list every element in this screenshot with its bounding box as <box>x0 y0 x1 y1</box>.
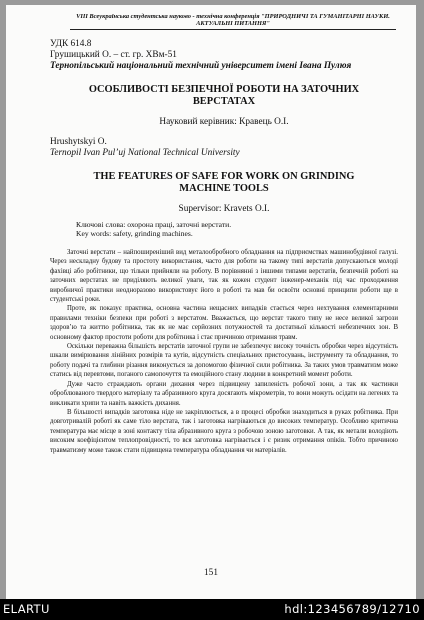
paragraph: В більшості випадків заготовка ніде не закріплюється, а в процесі обробки знаходиться в руках робітника. При довготривалій роботі як саме тіло верстата, так і заготовка нагріваються до високих температур. Особливо критична температура має місце в зоні контакту тіла абразивного круга з робочою зоною заготовки. А так, як метали володіють високим коефіцієнтом теплопровідності, то вся заготовка нагрівається і є ризик отримання опіків. Тобто причиною травматизму може також стати підвищена температура обладнання чи матеріалів. <box>50 408 398 454</box>
keywords-ua: Ключові слова: охорона праці, заточні верстати. <box>76 220 232 229</box>
repository-footer <box>0 599 424 620</box>
institution-name: Тернопільський національний технічний університет імені Івана Пулюя <box>50 61 352 71</box>
page-number: 151 <box>204 568 218 578</box>
institution-name-en: Ternopil Ivan Pul’uj National Technical University <box>50 148 240 158</box>
article-body <box>50 248 398 455</box>
author-name: Грушицький О. – ст. гр. ХВм-51 <box>50 50 177 60</box>
udk-code: УДК 614.8 <box>50 39 92 49</box>
repository-name: ELARTU <box>3 602 50 616</box>
paragraph: Заточні верстати – найпоширеніший вид металообробного обладнання на підприємствах машинобудівної галузі. Через нескладну будову та простоту використання, часто для роботи на такому типі верстатів допускаються молоді фахівці або робітники, що тільки прийняли на роботу. В порівнянні з іншими типами верстатів, безпечній роботі на заточних верстатах не приділяють великої уваги, так як кожен студент інженер-механік під час проходження виробничої практики неодноразово використовує його в роботі та мав би освоїти основні принципи роботи ще в студентські роки. <box>50 249 398 304</box>
keywords-en: Key words: safety, grinding machines. <box>76 229 193 238</box>
supervisor-en: Supervisor: Kravets O.I. <box>178 204 270 214</box>
author-name-en: Hrushytskyi O. <box>50 137 107 147</box>
document-page <box>6 5 416 599</box>
title-en: THE FEATURES OF SAFE FOR WORK ON GRINDING MACHINE TOOLS <box>93 171 355 194</box>
paragraph: Дуже часто страждають органи дихання через підвищену запиленість робочої зони, а так як частинки оброблюваного твердого матеріалу та абразивного круга досягають мікрометрів, то вони можуть осідати на легенях та викликати хрипи та навіть важкість дихання. <box>50 380 398 407</box>
paragraph: Проте, як показує практика, основна частина нещасних випадків стається через нехтування елементарними правилами техніки безпеки при роботі з верстатом. Вважається, що верстат такого типу не несе великої загрози здоров’ю та життю робітника, так як не має серйозних потужностей та достатньої кількості небезпечних зон. В основному фактор простоти роботи для робітника і стає причиною отримання травм. <box>50 305 398 341</box>
title-ua: ОСОБЛИВОСТІ БЕЗПЕЧНОЇ РОБОТИ НА ЗАТОЧНИХ ВЕРСТАТАХ <box>88 84 360 107</box>
supervisor-ua: Науковий керівник: Кравець О.І. <box>159 117 289 127</box>
paragraph: Оскільки переважна більшість верстатів заточної групи не забезпечує високу точність обробки через відсутність шкали вимірювання лінійних розмірів та кутів, відсутність спеціальних пристосувань, інструменту та обладнання, то роботу подачі та глибини різання виконується за допомогою фізичної сили робітника. За таких умов травматизм може статись від перевтоми, поганого самопочуття та емоційного стану людини в конкретний момент роботи. <box>50 343 398 379</box>
conference-header: VIII Всеукраїнська студентська науково - технічна конференція "ПРИРОДНИЧІ ТА ГУМАНІТАРНІ НАУКИ. АКТУАЛЬНІ ПИТАННЯ" <box>70 13 396 30</box>
handle-identifier[interactable]: hdl:123456789/12710 <box>284 602 420 616</box>
